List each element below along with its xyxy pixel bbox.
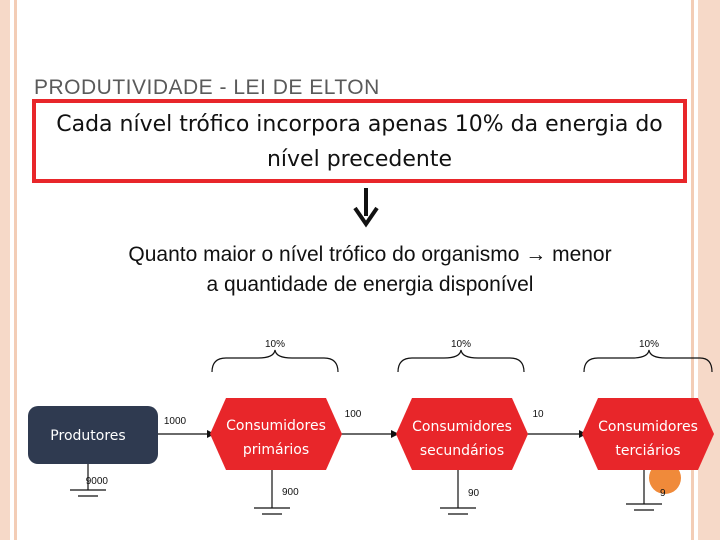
subtitle-line-2: a quantidade de energia disponível: [206, 273, 534, 296]
secondary-consumer-label-1: Consumidores: [412, 419, 512, 435]
loss-value-4: 9: [660, 488, 666, 499]
highlight-line-1: Cada nível trófico incorpora apenas 10% da energia do: [56, 112, 663, 137]
subtitle-line-1: Quanto maior o nível trófico do organismo → menor: [128, 243, 612, 266]
brace-label-2: 10%: [450, 339, 472, 350]
secondary-consumer-label-2: secundários: [419, 443, 505, 459]
loss-value-2: 900: [282, 487, 299, 498]
loss-value-1: 9000: [85, 476, 108, 487]
primary-consumer-node: [210, 398, 342, 470]
brace-1: [212, 350, 338, 372]
tertiary-consumer-label-2: terciários: [615, 443, 681, 459]
flow-value-1: 1000: [163, 416, 187, 427]
loss-value-3: 90: [468, 488, 480, 499]
down-arrow-icon: [355, 188, 377, 224]
brace-3: [584, 350, 712, 372]
flow-value-2: 100: [344, 409, 362, 420]
highlight-line-2: nível precedente: [266, 147, 452, 172]
brace-label-1: 10%: [264, 339, 286, 350]
brace-2: [398, 350, 524, 372]
tertiary-consumer-label-1: Consumidores: [598, 419, 698, 435]
producer-label: Produtores: [50, 428, 126, 444]
slide-title: PRODUTIVIDADE - LEI DE ELTON: [34, 76, 380, 99]
primary-consumer-label-1: Consumidores: [226, 418, 326, 434]
primary-consumer-label-2: primários: [242, 442, 310, 458]
flow-value-3: 10: [532, 409, 544, 420]
brace-label-3: 10%: [638, 339, 660, 350]
